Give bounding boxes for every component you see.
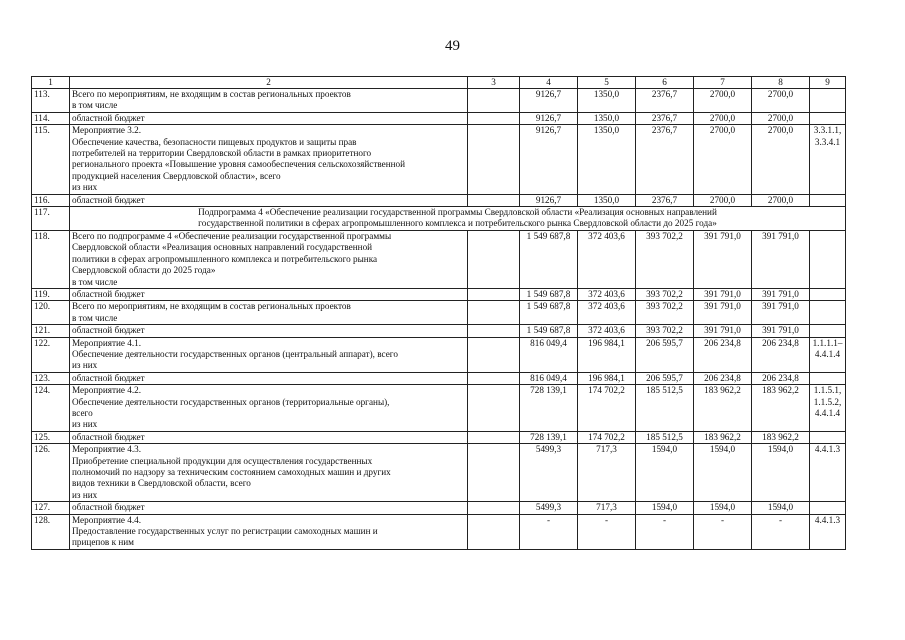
cell-total: 728 139,1 [520,431,578,443]
table-row [32,372,846,384]
row-number: 113. [32,89,70,113]
row-number: 120. [32,301,70,325]
cell-year-3: - [694,514,752,549]
cell-total: 1 549 687,8 [520,325,578,337]
row-description: областной бюджет [70,112,468,124]
cell-col3 [468,112,520,124]
row-number: 128. [32,514,70,549]
cell-year-4: 183 962,2 [752,385,810,432]
row-description: областной бюджет [70,431,468,443]
cell-year-1: 372 403,6 [578,230,636,288]
cell-year-4: 206 234,8 [752,372,810,384]
cell-year-2: 206 595,7 [636,372,694,384]
cell-year-1: 372 403,6 [578,301,636,325]
cell-year-2: 206 595,7 [636,337,694,372]
target-indicator-ref: 1.1.1.1– 4.4.1.4 [810,337,846,372]
cell-total: 816 049,4 [520,337,578,372]
cell-year-3: 183 962,2 [694,385,752,432]
budget-table [31,76,846,550]
cell-year-4: 206 234,8 [752,337,810,372]
cell-total: 9126,7 [520,112,578,124]
table-row [32,444,846,502]
cell-year-2: 1594,0 [636,502,694,514]
row-number: 127. [32,502,70,514]
target-indicator-ref [810,230,846,288]
table-row [32,502,846,514]
cell-col3 [468,301,520,325]
cell-year-4: 1594,0 [752,502,810,514]
cell-year-2: 185 512,5 [636,431,694,443]
cell-year-1: 174 702,2 [578,431,636,443]
cell-col3 [468,385,520,432]
cell-col3 [468,194,520,206]
cell-total: 1 549 687,8 [520,230,578,288]
column-header: 8 [752,77,810,89]
column-header: 9 [810,77,846,89]
cell-col3 [468,230,520,288]
cell-year-4: 391 791,0 [752,325,810,337]
cell-total: 9126,7 [520,194,578,206]
cell-total: 1 549 687,8 [520,288,578,300]
target-indicator-ref [810,372,846,384]
cell-total: 9126,7 [520,125,578,194]
cell-year-4: 2700,0 [752,112,810,124]
cell-year-4: 2700,0 [752,194,810,206]
cell-year-1: 196 984,1 [578,337,636,372]
table-row [32,230,846,288]
row-description: Мероприятие 4.1. Обеспечение деятельности государственных органов (центральный аппарат), всего из них [70,337,468,372]
cell-year-3: 2700,0 [694,112,752,124]
target-indicator-ref [810,194,846,206]
table-row [32,194,846,206]
target-indicator-ref [810,301,846,325]
cell-year-4: 2700,0 [752,89,810,113]
table-row [32,288,846,300]
table-row [32,431,846,443]
cell-year-3: 1594,0 [694,444,752,502]
row-number: 126. [32,444,70,502]
cell-col3 [468,372,520,384]
table-row [32,301,846,325]
row-description: Всего по мероприятиям, не входящим в состав региональных проектов в том числе [70,89,468,113]
table-row [32,125,846,194]
cell-year-3: 391 791,0 [694,288,752,300]
cell-col3 [468,514,520,549]
cell-col3 [468,337,520,372]
target-indicator-ref [810,112,846,124]
cell-year-4: - [752,514,810,549]
row-description: Всего по подпрограмме 4 «Обеспечение реализации государственной программы Свердловской области «Реализация основных направлений государственной политики в сферах агропромышленного комплекса и потребительского рынка Свердловской области до 2025 года» в том числе [70,230,468,288]
row-description: Мероприятие 4.2. Обеспечение деятельности государственных органов (территориальные органы), всего из них [70,385,468,432]
row-number: 123. [32,372,70,384]
cell-year-1: 717,3 [578,444,636,502]
column-number-row [32,77,846,89]
row-number: 116. [32,194,70,206]
cell-year-4: 391 791,0 [752,230,810,288]
row-description: Мероприятие 4.3. Приобретение специальной продукции для осуществления государственных полномочий по надзору за техническим состоянием самоходных машин и других видов техники в Свердловской области, всего из них [70,444,468,502]
subprogram-title: Подпрограмма 4 «Обеспечение реализации государственной программы Свердловской области «Реализация основных направлений государственной политики в сферах агропромышленного комплекса и потребительского рынка Свердловской области до 2025 года» [70,207,846,231]
cell-year-2: 393 702,2 [636,301,694,325]
cell-year-1: 196 984,1 [578,372,636,384]
cell-col3 [468,89,520,113]
row-description: областной бюджет [70,502,468,514]
target-indicator-ref [810,502,846,514]
cell-year-3: 1594,0 [694,502,752,514]
cell-year-1: 1350,0 [578,125,636,194]
row-number: 117. [32,207,70,231]
cell-year-1: 1350,0 [578,112,636,124]
cell-col3 [468,431,520,443]
cell-year-2: 393 702,2 [636,288,694,300]
row-description: Мероприятие 4.4. Предоставление государственных услуг по регистрации самоходных машин и прицепов к ним [70,514,468,549]
cell-year-2: 2376,7 [636,112,694,124]
cell-year-1: - [578,514,636,549]
target-indicator-ref [810,288,846,300]
cell-total: 5499,3 [520,444,578,502]
cell-year-1: 372 403,6 [578,325,636,337]
target-indicator-ref: 4.4.1.3 [810,514,846,549]
cell-col3 [468,444,520,502]
target-indicator-ref [810,89,846,113]
row-number: 119. [32,288,70,300]
column-header: 6 [636,77,694,89]
cell-total: 5499,3 [520,502,578,514]
cell-year-4: 391 791,0 [752,288,810,300]
cell-col3 [468,325,520,337]
cell-year-2: 2376,7 [636,89,694,113]
cell-year-3: 391 791,0 [694,325,752,337]
cell-total: 728 139,1 [520,385,578,432]
table-row [32,385,846,432]
target-indicator-ref [810,325,846,337]
cell-year-1: 1350,0 [578,89,636,113]
cell-year-2: 393 702,2 [636,325,694,337]
cell-year-4: 391 791,0 [752,301,810,325]
cell-year-1: 1350,0 [578,194,636,206]
table-body [32,77,846,550]
cell-year-3: 206 234,8 [694,372,752,384]
cell-col3 [468,288,520,300]
cell-year-2: - [636,514,694,549]
target-indicator-ref [810,431,846,443]
page-number: 49 [445,38,460,54]
row-number: 115. [32,125,70,194]
cell-col3 [468,502,520,514]
row-number: 121. [32,325,70,337]
table-row [32,337,846,372]
row-description: областной бюджет [70,372,468,384]
cell-col3 [468,125,520,194]
cell-year-3: 2700,0 [694,125,752,194]
cell-year-1: 372 403,6 [578,288,636,300]
column-header: 1 [32,77,70,89]
row-number: 124. [32,385,70,432]
cell-year-3: 183 962,2 [694,431,752,443]
cell-year-3: 391 791,0 [694,301,752,325]
cell-year-2: 185 512,5 [636,385,694,432]
table-row [32,89,846,113]
row-description: Мероприятие 3.2. Обеспечение качества, безопасности пищевых продуктов и защиты прав потребителей на территории Свердловской области в рамках приоритетного регионального проекта «Повышение уровня самообеспечения сельскохозяйственной продукцией населения Свердловской области», всего из них [70,125,468,194]
cell-year-1: 717,3 [578,502,636,514]
cell-year-2: 393 702,2 [636,230,694,288]
cell-year-2: 1594,0 [636,444,694,502]
cell-total: - [520,514,578,549]
subprogram-header-row [32,207,846,231]
row-description: Всего по мероприятиям, не входящим в состав региональных проектов в том числе [70,301,468,325]
column-header: 4 [520,77,578,89]
cell-total: 9126,7 [520,89,578,113]
cell-total: 1 549 687,8 [520,301,578,325]
cell-year-2: 2376,7 [636,194,694,206]
cell-year-4: 1594,0 [752,444,810,502]
table-row [32,112,846,124]
cell-year-2: 2376,7 [636,125,694,194]
cell-total: 816 049,4 [520,372,578,384]
cell-year-3: 2700,0 [694,89,752,113]
row-description: областной бюджет [70,325,468,337]
cell-year-4: 2700,0 [752,125,810,194]
cell-year-3: 391 791,0 [694,230,752,288]
cell-year-1: 174 702,2 [578,385,636,432]
row-number: 125. [32,431,70,443]
cell-year-4: 183 962,2 [752,431,810,443]
table-row [32,325,846,337]
table-row [32,514,846,549]
column-header: 2 [70,77,468,89]
row-number: 122. [32,337,70,372]
column-header: 5 [578,77,636,89]
target-indicator-ref: 3.3.1.1, 3.3.4.1 [810,125,846,194]
row-description: областной бюджет [70,288,468,300]
row-description: областной бюджет [70,194,468,206]
column-header: 7 [694,77,752,89]
cell-year-3: 2700,0 [694,194,752,206]
target-indicator-ref: 4.4.1.3 [810,444,846,502]
row-number: 114. [32,112,70,124]
row-number: 118. [32,230,70,288]
target-indicator-ref: 1.1.5.1, 1.1.5.2, 4.4.1.4 [810,385,846,432]
cell-year-3: 206 234,8 [694,337,752,372]
column-header: 3 [468,77,520,89]
